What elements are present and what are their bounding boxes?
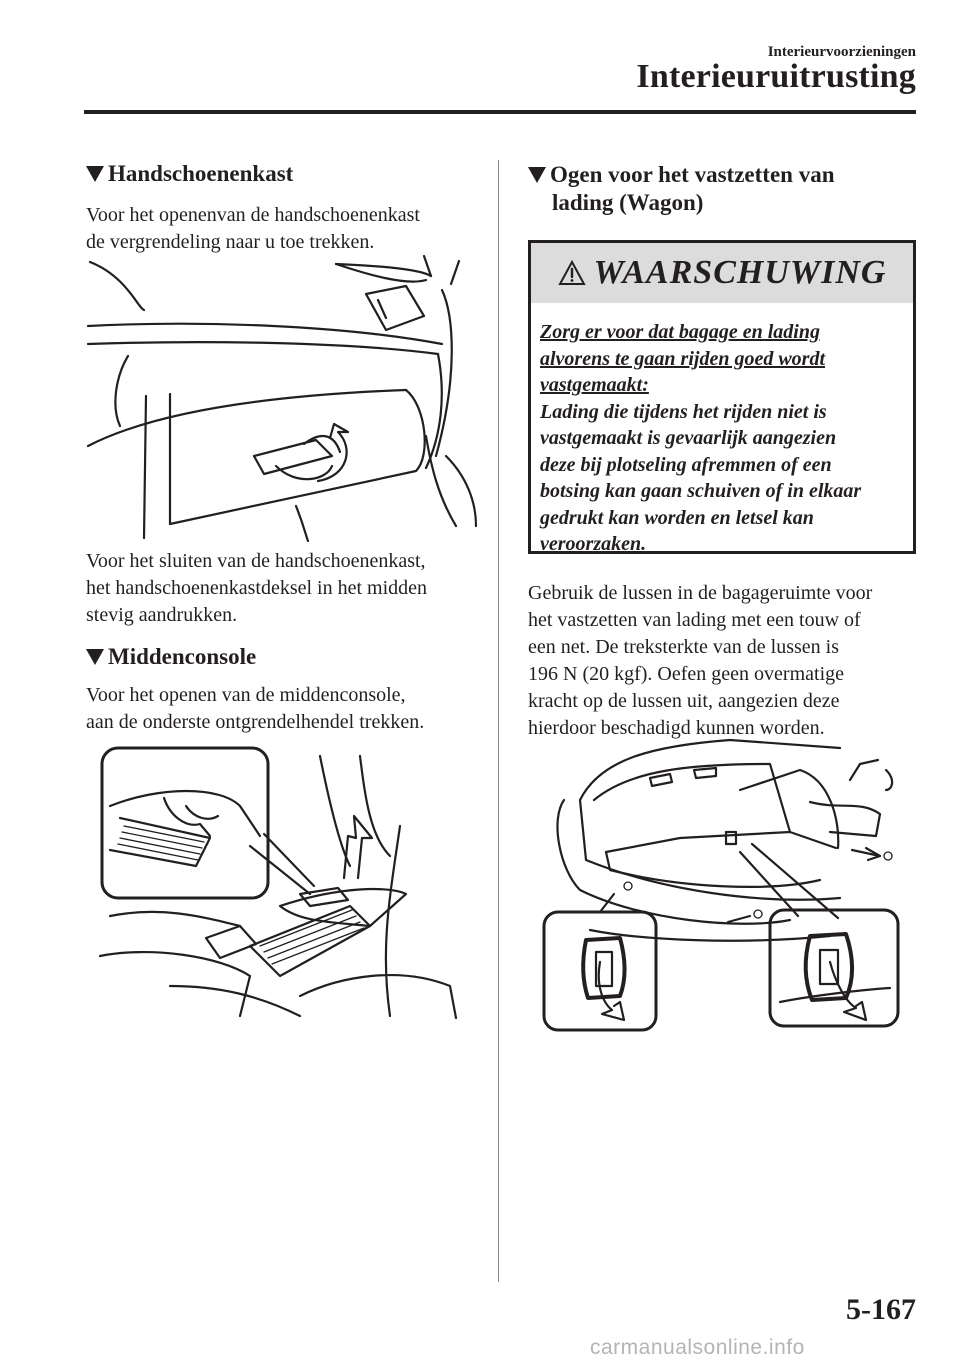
warning-line: vastgemaakt is gevaarlijk aangezien [540, 427, 837, 449]
glovebox-close-text [86, 548, 427, 629]
warning-text [540, 319, 905, 558]
text-line: hierdoor beschadigd kunnen worden. [528, 717, 825, 739]
warning-box [528, 240, 916, 554]
glovebox-heading-text: Handschoenenkast [108, 161, 294, 186]
text-line: een net. De treksterkte van de lussen is [528, 636, 840, 658]
page-title: Interieuruitrusting [636, 58, 916, 95]
warning-header [531, 243, 913, 303]
lashing-heading [528, 161, 834, 217]
glovebox-open-text [86, 202, 420, 256]
console-illustration [100, 746, 464, 1026]
warning-line: Zorg er voor dat bagage en lading [540, 321, 820, 343]
text-line: het vastzetten van lading met een touw of [528, 609, 861, 631]
text-line: Voor het sluiten van de handschoenenkast, [86, 550, 426, 572]
text-line: kracht op de lussen uit, aangezien deze [528, 690, 840, 712]
warning-line: deze bij plotseling afremmen of een [540, 453, 832, 476]
section-triangle-icon [86, 166, 104, 182]
glovebox-illustration [86, 256, 476, 541]
text-line: aan de onderste ontgrendelhendel trekken. [86, 711, 425, 733]
text-line: Voor het openen van de middenconsole, [86, 684, 406, 706]
text-line: Voor het openenvan de handschoenenkast [86, 204, 420, 226]
warning-line: gedrukt kan worden en letsel kan [540, 506, 814, 529]
section-triangle-icon [528, 167, 546, 183]
console-text [86, 682, 424, 736]
cargo-hooks-illustration [540, 740, 904, 1032]
warning-triangle-icon [558, 260, 586, 286]
warning-line: veroorzaken. [540, 533, 647, 555]
warning-line: alvorens te gaan rijden goed wordt [540, 347, 826, 370]
warning-title: WAARSCHUWING [593, 254, 887, 291]
console-heading-text: Middenconsole [108, 644, 257, 669]
warning-line: botsing kan gaan schuiven of in elkaar [540, 480, 862, 502]
console-heading [86, 643, 256, 671]
section-triangle-icon [86, 649, 104, 665]
text-line: 196 N (20 kgf). Oefen geen overmatige [528, 663, 844, 685]
header-rule [84, 110, 916, 114]
text-line: het handschoenenkastdeksel in het midden [86, 577, 428, 599]
section-label: Interieurvoorzieningen [767, 44, 916, 60]
page-number: 5-167 [846, 1293, 916, 1326]
glovebox-heading [86, 160, 293, 188]
warning-line: Lading die tijdens het rijden niet is [540, 400, 827, 423]
text-line: de vergrendeling naar u toe trekken. [86, 231, 375, 253]
warning-line: vastgemaakt: [540, 374, 649, 396]
lashing-heading-line: lading (Wagon) [552, 190, 704, 215]
watermark: carmanualsonline.info [590, 1336, 805, 1359]
text-line: stevig aandrukken. [86, 604, 238, 626]
lashing-body-text [528, 580, 872, 742]
lashing-heading-line: Ogen voor het vastzetten van [550, 162, 835, 187]
column-divider [498, 160, 499, 1282]
text-line: Gebruik de lussen in de bagageruimte voor [528, 582, 873, 604]
